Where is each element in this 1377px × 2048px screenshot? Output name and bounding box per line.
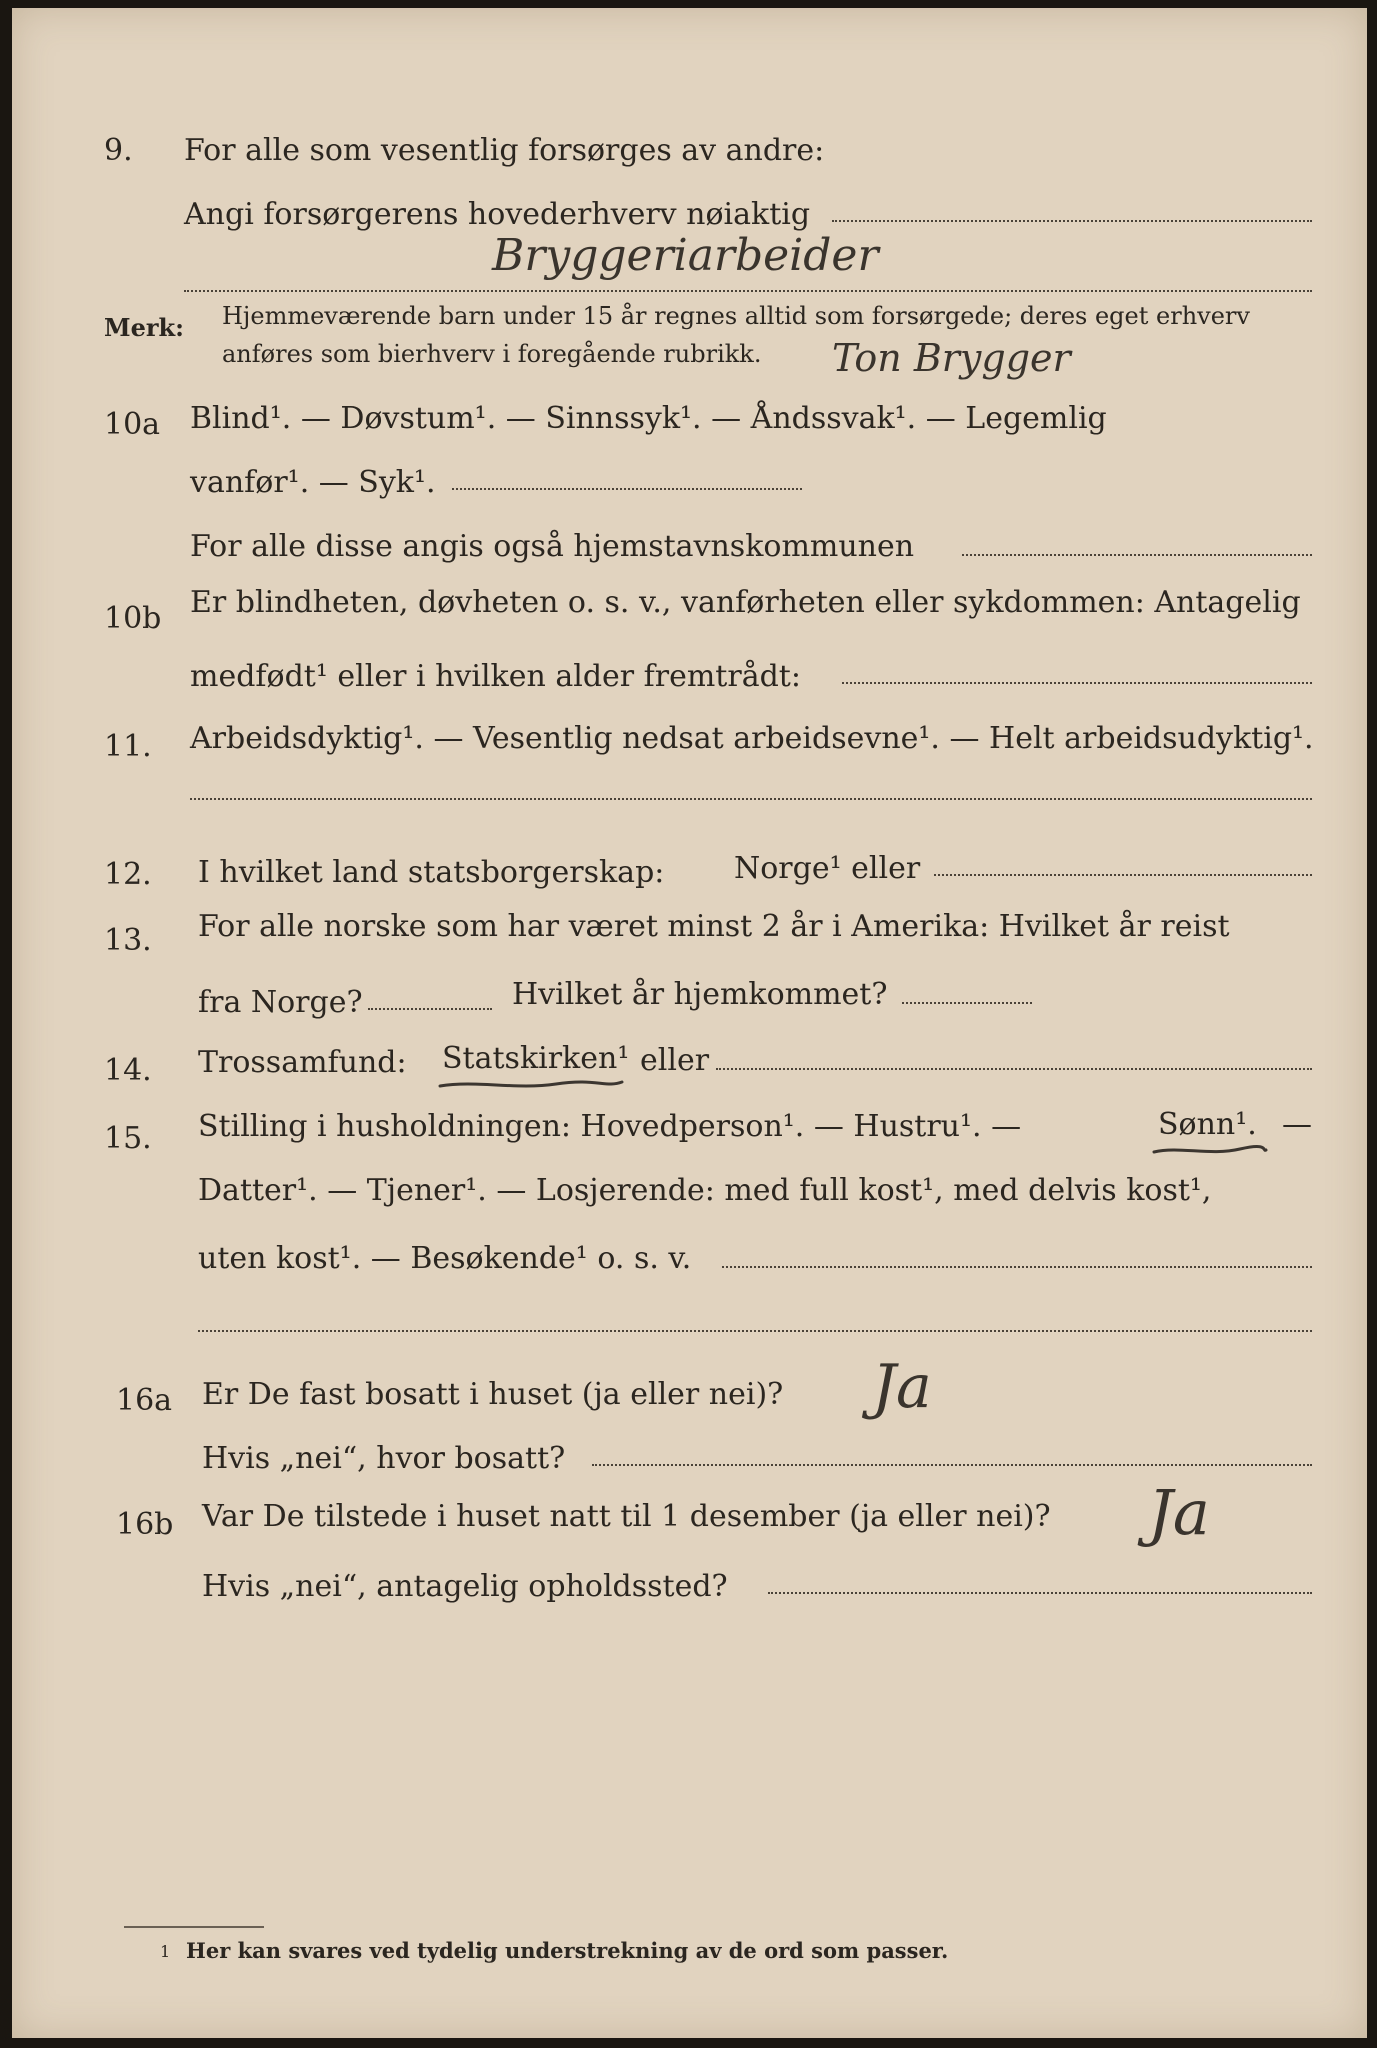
q15-dotted-line-2 bbox=[198, 1330, 1312, 1332]
q15-line1-dash: — bbox=[1282, 1107, 1312, 1142]
q10b-number: 10b bbox=[104, 601, 162, 636]
q13-dotted-line-2 bbox=[902, 1002, 1032, 1004]
footnote-text: Her kan svares ved tydelig understrekning av de ord som passer. bbox=[186, 1938, 949, 1963]
q10a-line3: For alle disse angis også hjemstavnskommunen bbox=[190, 529, 915, 564]
q10b-line1: Er blindheten, døvheten o. s. v., vanførheten eller sykdommen: Antagelig bbox=[190, 585, 1301, 620]
q12-option-norge: Norge¹ eller bbox=[734, 851, 921, 886]
merk-line1: Hjemmeværende barn under 15 år regnes alltid som forsørgede; deres eget erhverv bbox=[222, 302, 1250, 330]
q9-handwritten-answer: Bryggeriarbeider bbox=[492, 230, 879, 281]
q12-line1: I hvilket land statsborgerskap: bbox=[198, 855, 665, 890]
q10a-line1: Blind¹. — Døvstum¹. — Sinnssyk¹. — Åndssvak¹. — Legemlig bbox=[190, 401, 1107, 436]
footnote-rule bbox=[124, 1926, 264, 1928]
q10a-dotted-line-1 bbox=[452, 488, 802, 490]
q11-dotted-line bbox=[190, 798, 1312, 800]
q9-line1: For alle som vesentlig forsørges av andre: bbox=[184, 133, 825, 168]
q14-option-statskirken: Statskirken¹ bbox=[442, 1041, 630, 1076]
q13-line1: For alle norske som har været minst 2 år i Amerika: Hvilket år reist bbox=[198, 909, 1230, 944]
q15-underline-sonn bbox=[1150, 1140, 1270, 1164]
q13-line2b: Hvilket år hjemkommet? bbox=[512, 977, 888, 1012]
q16a-number: 16a bbox=[116, 1383, 173, 1418]
q15-number: 15. bbox=[104, 1121, 152, 1156]
q13-number: 13. bbox=[104, 923, 152, 958]
merk-label: Merk: bbox=[104, 313, 184, 342]
q12-dotted-line bbox=[934, 874, 1312, 876]
q16a-handwritten-answer: Ja bbox=[872, 1352, 932, 1422]
q14-underline-statskirken bbox=[436, 1074, 626, 1098]
q10b-line2: medfødt¹ eller i hvilken alder fremtrådt: bbox=[190, 659, 801, 694]
q10a-line2: vanfør¹. — Syk¹. bbox=[190, 465, 436, 500]
q16b-handwritten-answer: Ja bbox=[1148, 1476, 1210, 1549]
q16b-number: 16b bbox=[116, 1507, 174, 1542]
q12-number: 12. bbox=[104, 857, 152, 892]
q15-line1: Stilling i husholdningen: Hovedperson¹. — Hustru¹. — bbox=[198, 1109, 1022, 1144]
q16b-dotted-line bbox=[768, 1592, 1312, 1594]
q16b-line2: Hvis „nei“, antagelig opholdssted? bbox=[202, 1569, 728, 1604]
q9-line2: Angi forsørgerens hovederhverv nøiaktig bbox=[184, 197, 811, 232]
q15-line3: uten kost¹. — Besøkende¹ o. s. v. bbox=[198, 1241, 692, 1276]
q9-number: 9. bbox=[104, 133, 133, 168]
q14-number: 14. bbox=[104, 1053, 152, 1088]
q11-line1: Arbeidsdyktig¹. — Vesentlig nedsat arbeidsevne¹. — Helt arbeidsudyktig¹. bbox=[190, 721, 1314, 756]
q14-label: Trossamfund: bbox=[198, 1045, 407, 1080]
merk-line2: anføres som bierhverv i foregående rubrikk. bbox=[222, 340, 762, 368]
q9-dotted-line-2 bbox=[184, 290, 1312, 292]
merk-handwritten-annotation: Ton Brygger bbox=[832, 336, 1071, 380]
q10a-dotted-line-2 bbox=[962, 554, 1312, 556]
q13-line2a: fra Norge? bbox=[198, 985, 363, 1020]
q15-option-sonn: Sønn¹. bbox=[1158, 1107, 1257, 1142]
q10b-dotted-line bbox=[842, 682, 1312, 684]
q14-suffix: eller bbox=[640, 1043, 710, 1078]
footnote-mark: 1 bbox=[160, 1942, 171, 1961]
census-form-page bbox=[12, 8, 1367, 2038]
q10a-number: 10a bbox=[104, 407, 161, 442]
q16a-line2: Hvis „nei“, hvor bosatt? bbox=[202, 1441, 566, 1476]
q15-dotted-line-1 bbox=[722, 1266, 1312, 1268]
q14-dotted-line bbox=[716, 1068, 1312, 1070]
q16a-line1: Er De fast bosatt i huset (ja eller nei)? bbox=[202, 1377, 784, 1412]
q9-dotted-line-1 bbox=[832, 220, 1312, 222]
q15-line2: Datter¹. — Tjener¹. — Losjerende: med full kost¹, med delvis kost¹, bbox=[198, 1173, 1212, 1208]
q11-number: 11. bbox=[104, 729, 152, 764]
q16a-dotted-line bbox=[592, 1464, 1312, 1466]
q13-dotted-line-1 bbox=[368, 1008, 492, 1010]
q16b-line1: Var De tilstede i huset natt til 1 desember (ja eller nei)? bbox=[202, 1499, 1051, 1534]
